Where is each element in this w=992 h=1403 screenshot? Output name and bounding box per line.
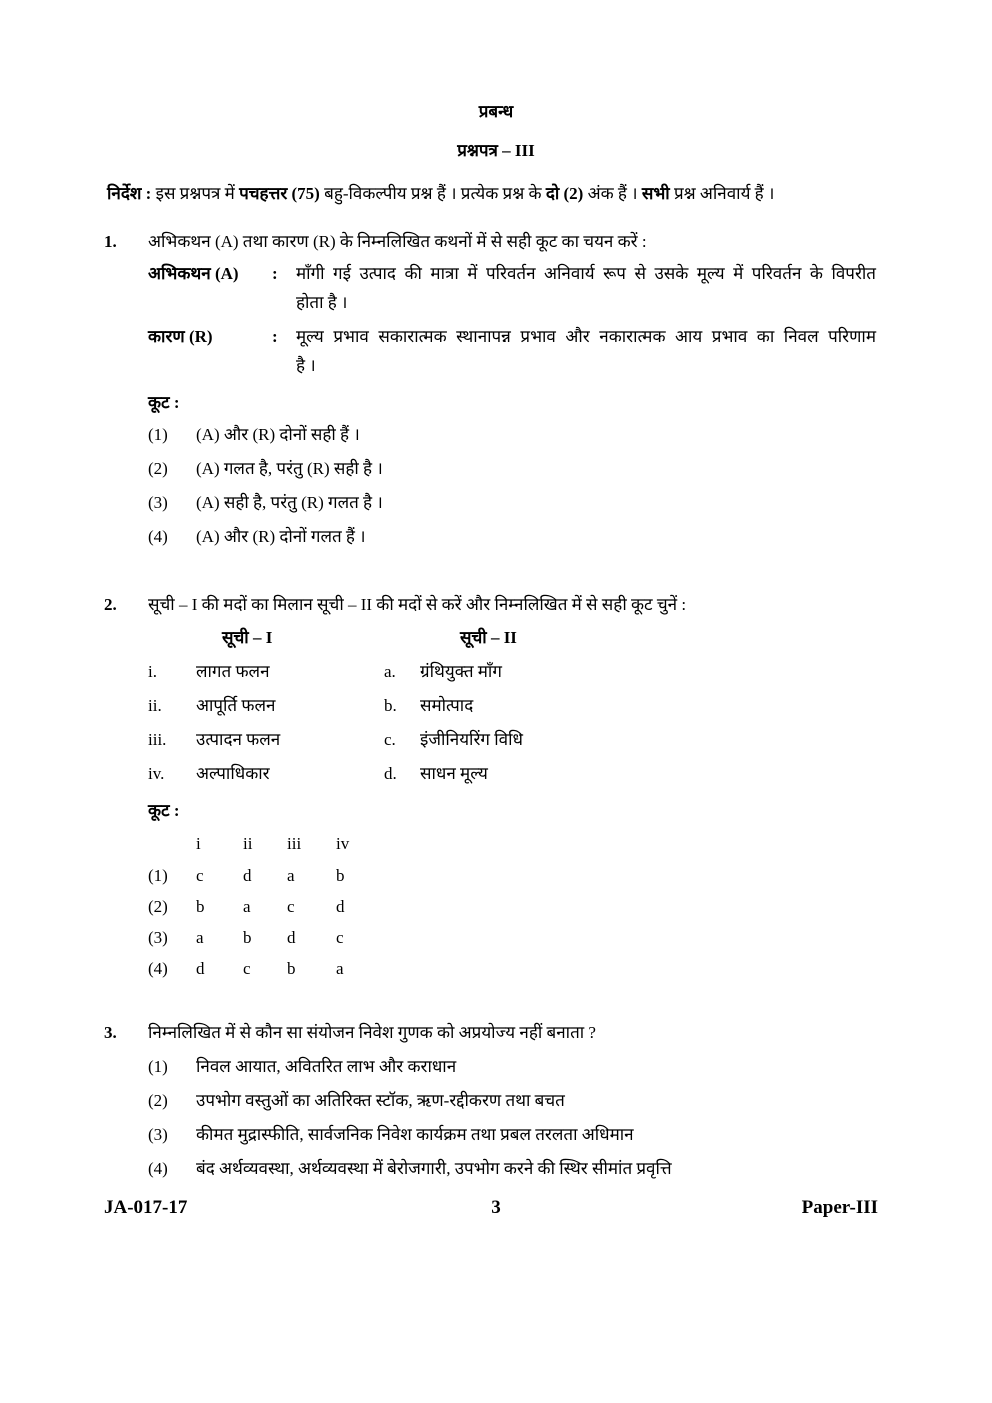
list2-index: b. bbox=[384, 696, 397, 715]
instructions bbox=[107, 183, 774, 205]
code-value: b bbox=[243, 928, 252, 947]
option-number: (4) bbox=[148, 527, 168, 546]
instr-bold: दो (2) bbox=[545, 184, 584, 203]
list1-item: उत्पादन फलन bbox=[196, 730, 281, 749]
code-column-header: iv bbox=[336, 834, 350, 853]
reason-text: मूल्य प्रभाव सकारात्मक स्थानापन्न प्रभाव और नकारात्मक आय प्रभाव का निवल परिणाम bbox=[296, 327, 876, 346]
option-number: (2) bbox=[148, 1091, 168, 1110]
list1-item: आपूर्ति फलन bbox=[196, 696, 276, 715]
option-text: कीमत मुद्रास्फीति, सार्वजनिक निवेश कार्यक्रम तथा प्रबल तरलता अधिमान bbox=[196, 1125, 634, 1144]
option-text: निवल आयात, अवितरित लाभ और कराधान bbox=[196, 1057, 457, 1076]
code-value: d bbox=[336, 897, 345, 916]
colon: : bbox=[272, 327, 278, 346]
option-number: (1) bbox=[148, 1057, 168, 1076]
question-number: 1. bbox=[104, 232, 117, 251]
code-value: b bbox=[336, 866, 345, 885]
code-value: c bbox=[287, 897, 295, 916]
option-text: बंद अर्थव्यवस्था, अर्थव्यवस्था में बेरोजगारी, उपभोग करने की स्थिर सीमांत प्रवृत्ति bbox=[196, 1159, 672, 1178]
code-value: d bbox=[287, 928, 296, 947]
code-value: a bbox=[336, 959, 344, 978]
instr-text: बहु-विकल्पीय प्रश्न हैं । प्रत्येक प्रश्न के bbox=[324, 184, 542, 203]
instr-text: अंक हैं । bbox=[587, 184, 638, 203]
footer-page-number: 3 bbox=[491, 1197, 501, 1218]
instr-bold: पचहत्तर (75) bbox=[239, 184, 320, 203]
list2-index: a. bbox=[384, 662, 396, 681]
footer-paper: Paper-III bbox=[801, 1197, 878, 1218]
option-number: (1) bbox=[148, 425, 168, 444]
page-title: प्रबन्ध bbox=[478, 102, 514, 121]
assertion-text: माँगी गई उत्पाद की मात्रा में परिवर्तन अनिवार्य रूप से उसके मूल्य में परिवर्तन के विपरीत bbox=[296, 264, 876, 283]
option-text: उपभोग वस्तुओं का अतिरिक्त स्टॉक, ऋण-रद्दीकरण तथा बचत bbox=[196, 1091, 565, 1110]
code-value: d bbox=[196, 959, 205, 978]
list1-index: i. bbox=[148, 662, 157, 681]
instructions-label: निर्देश : bbox=[107, 184, 152, 203]
question-number: 3. bbox=[104, 1023, 117, 1042]
code-value: c bbox=[243, 959, 251, 978]
code-option-number: (3) bbox=[148, 928, 168, 947]
code-value: b bbox=[196, 897, 205, 916]
code-value: b bbox=[287, 959, 296, 978]
option-number: (3) bbox=[148, 493, 168, 512]
list2-index: c. bbox=[384, 730, 396, 749]
code-value: a bbox=[243, 897, 251, 916]
list2-item: ग्रंथियुक्त माँग bbox=[420, 662, 502, 681]
assertion-text-cont: होता है । bbox=[296, 293, 348, 312]
list2-item: समोत्पाद bbox=[420, 696, 474, 715]
code-option-number: (1) bbox=[148, 866, 168, 885]
question-stem: निम्नलिखित में से कौन सा संयोजन निवेश गुणक को अप्रयोज्य नहीं बनाता ? bbox=[148, 1023, 596, 1042]
colon: : bbox=[272, 264, 278, 283]
question-stem: अभिकथन (A) तथा कारण (R) के निम्नलिखित कथनों में से सही कूट का चयन करें : bbox=[148, 232, 647, 251]
option-number: (3) bbox=[148, 1125, 168, 1144]
list2-item: इंजीनियरिंग विधि bbox=[420, 730, 523, 749]
code-value: c bbox=[196, 866, 204, 885]
instr-text: प्रश्न अनिवार्य हैं । bbox=[673, 184, 775, 203]
code-value: a bbox=[196, 928, 204, 947]
code-option-number: (4) bbox=[148, 959, 168, 978]
reason-label: कारण (R) bbox=[148, 327, 213, 346]
list1-header: सूची – I bbox=[222, 628, 273, 647]
question-number: 2. bbox=[104, 595, 117, 614]
code-value: c bbox=[336, 928, 344, 947]
code-value: a bbox=[287, 866, 295, 885]
assertion-label: अभिकथन (A) bbox=[148, 264, 239, 283]
code-column-header: iii bbox=[287, 834, 302, 853]
list2-header: सूची – II bbox=[460, 628, 517, 647]
list2-index: d. bbox=[384, 764, 397, 783]
reason-text-cont: है । bbox=[296, 356, 316, 375]
code-column-header: i bbox=[196, 834, 201, 853]
code-column-header: ii bbox=[243, 834, 253, 853]
list1-item: अल्पाधिकार bbox=[196, 764, 270, 783]
option-number: (2) bbox=[148, 459, 168, 478]
option-text: (A) और (R) दोनों गलत हैं । bbox=[196, 527, 366, 546]
option-text: (A) सही है, परंतु (R) गलत है । bbox=[196, 493, 383, 512]
list1-item: लागत फलन bbox=[196, 662, 270, 681]
list1-index: ii. bbox=[148, 696, 162, 715]
list2-item: साधन मूल्य bbox=[420, 764, 488, 783]
codes-label: कूट : bbox=[148, 393, 180, 412]
instr-text: इस प्रश्नपत्र में bbox=[155, 184, 235, 203]
option-text: (A) गलत है, परंतु (R) सही है । bbox=[196, 459, 383, 478]
instr-bold: सभी bbox=[641, 184, 670, 203]
page-subtitle: प्रश्नपत्र – III bbox=[457, 141, 535, 160]
codes-label: कूट : bbox=[148, 801, 180, 820]
list1-index: iv. bbox=[148, 764, 165, 783]
code-value: d bbox=[243, 866, 252, 885]
list1-index: iii. bbox=[148, 730, 167, 749]
option-text: (A) और (R) दोनों सही हैं । bbox=[196, 425, 360, 444]
option-number: (4) bbox=[148, 1159, 168, 1178]
footer-code: JA-017-17 bbox=[104, 1197, 188, 1218]
code-option-number: (2) bbox=[148, 897, 168, 916]
question-stem: सूची – I की मदों का मिलान सूची – II की मदों से करें और निम्नलिखित में से सही कूट चुनें : bbox=[148, 595, 687, 614]
